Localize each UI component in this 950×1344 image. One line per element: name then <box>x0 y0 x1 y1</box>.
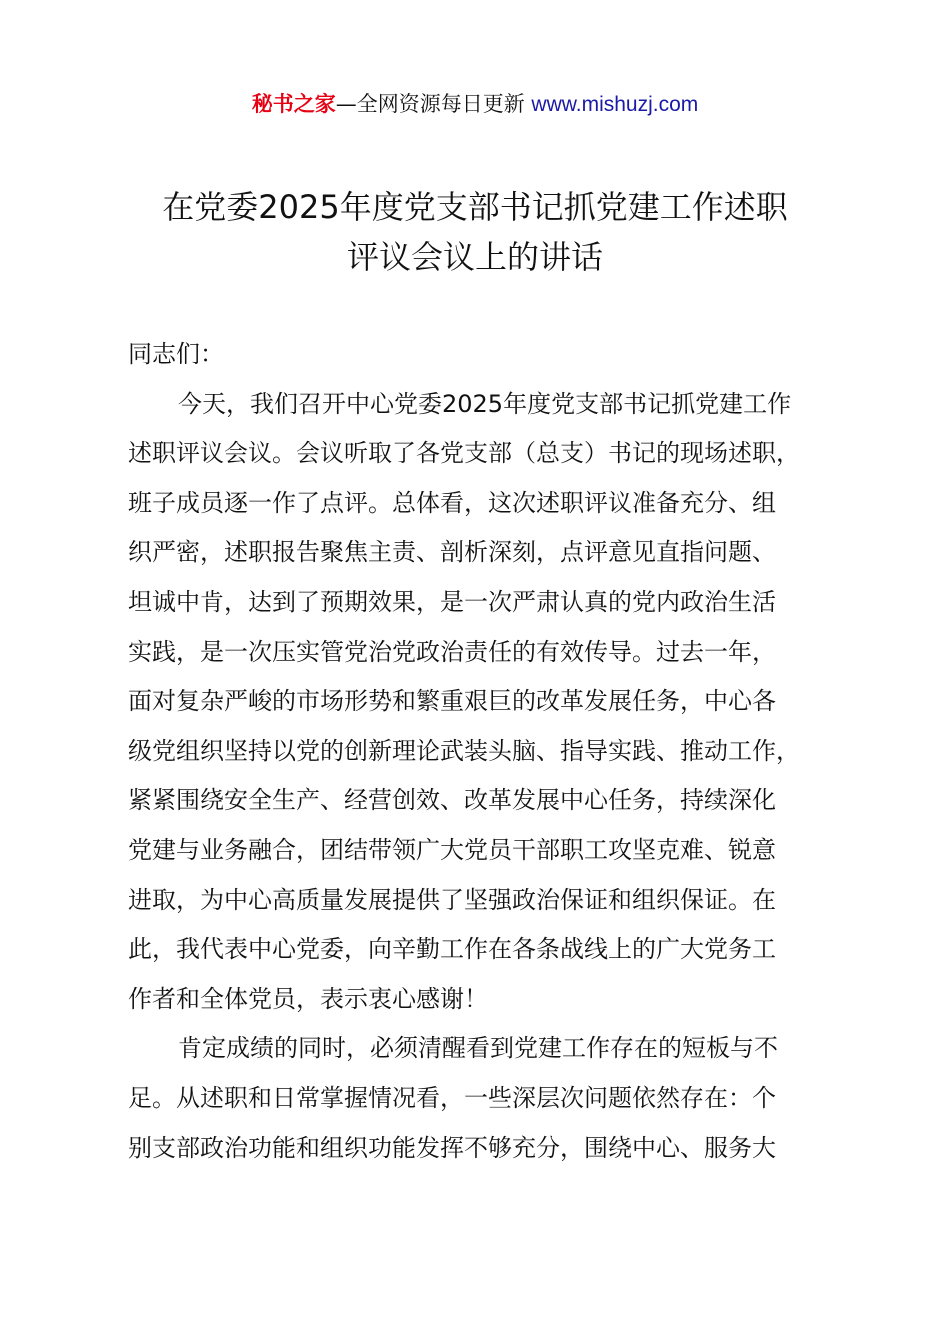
site-header <box>0 88 950 121</box>
paragraph-line: 紧紧围绕安全生产、经营创效、改革发展中心任务，持续深化 <box>128 786 776 815</box>
paragraph-line: 坦诚中肯，达到了预期效果，是一次严肃认真的党内政治生活 <box>128 587 776 616</box>
paragraph-line: 足。从述职和日常掌握情况看，一些深层次问题依然存在：个 <box>128 1083 776 1112</box>
paragraph-line: 面对复杂严峻的市场形势和繁重艰巨的改革发展任务，中心各 <box>128 687 776 716</box>
brand-name: 秘书之家 <box>251 92 336 116</box>
paragraph-line: 今天，我们召开中心党委2025年度党支部书记抓党建工作 <box>178 389 792 418</box>
paragraph-line: 级党组织坚持以党的创新理论武装头脑、指导实践、推动工作， <box>128 736 800 765</box>
paragraph-line: 班子成员逐一作了点评。总体看，这次述职评议准备充分、组 <box>128 488 776 517</box>
site-url-link[interactable]: www.mishuzj.com <box>531 93 699 116</box>
paragraph-line: 进取，为中心高质量发展提供了坚强政治保证和组织保证。在 <box>128 885 776 914</box>
document-title <box>100 182 850 282</box>
paragraph-line: 别支部政治功能和组织功能发挥不够充分，围绕中心、服务大 <box>128 1133 776 1162</box>
paragraph-line: 织严密，述职报告聚焦主责、剖析深刻，点评意见直指问题、 <box>128 538 776 567</box>
speech-body <box>128 330 828 1173</box>
paragraph-1 <box>128 380 828 1025</box>
paragraph-line: 述职评议会议。会议听取了各党支部（总支）书记的现场述职， <box>128 439 800 468</box>
title-line: 评议会议上的讲话 <box>346 238 603 276</box>
paragraph-line: 党建与业务融合，团结带领广大党员干部职工攻坚克难、锐意 <box>128 835 776 864</box>
header-tagline: —全网资源每日更新 <box>335 92 532 116</box>
paragraph-line: 肯定成绩的同时，必须清醒看到党建工作存在的短板与不 <box>178 1034 778 1063</box>
paragraph-line: 实践，是一次压实管党治党政治责任的有效传导。过去一年， <box>128 637 776 666</box>
salutation: 同志们： <box>128 340 224 368</box>
title-line: 在党委2025年度党支部书记抓党建工作述职 <box>162 188 788 226</box>
paragraph-2 <box>128 1024 828 1173</box>
paragraph-line: 作者和全体党员，表示衷心感谢！ <box>128 984 488 1013</box>
paragraph-line: 此，我代表中心党委，向辛勤工作在各条战线上的广大党务工 <box>128 935 776 964</box>
